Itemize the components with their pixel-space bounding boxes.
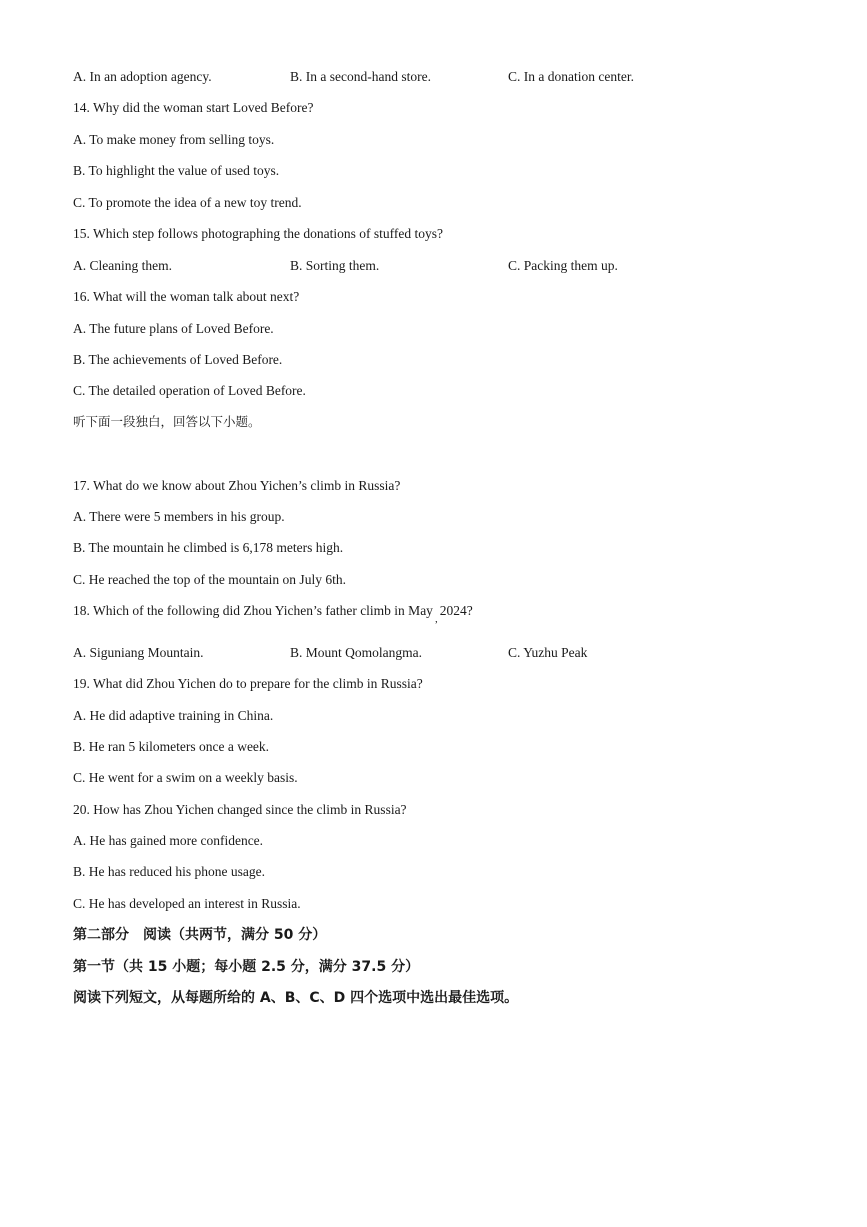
q18-stem <box>73 602 473 625</box>
q15-options <box>73 257 833 275</box>
q13-option-a: A. In an adoption agency. <box>73 69 212 84</box>
q13-options <box>73 68 833 86</box>
q20-option-c: C. He has developed an interest in Russia. <box>73 896 301 911</box>
q18-option-c: C. Yuzhu Peak <box>508 645 588 660</box>
q14-option-b: B. To highlight the value of used toys. <box>73 163 280 178</box>
q13-option-c: C. In a donation center. <box>508 69 634 84</box>
q17-option-a: A. There were 5 members in his group. <box>73 509 285 524</box>
q18-option-a: A. Siguniang Mountain. <box>73 645 204 660</box>
q16-stem: 16. What will the woman talk about next? <box>73 289 300 304</box>
q20-option-a: A. He has gained more confidence. <box>73 833 264 848</box>
q14-option-c: C. To promote the idea of a new toy trend. <box>73 195 302 210</box>
q18-stem-comma: , <box>434 613 438 625</box>
part2-heading: 第二部分 阅读（共两节，满分 50 分） <box>73 927 327 943</box>
q18-stem-part2: 2024? <box>439 603 473 618</box>
q14-option-a: A. To make money from selling toys. <box>73 132 275 147</box>
q17-option-b: B. The mountain he climbed is 6,178 meters high. <box>73 540 344 555</box>
q20-stem: 20. How has Zhou Yichen changed since the climb in Russia? <box>73 802 407 817</box>
q18-stem-part1: 18. Which of the following did Zhou Yichen’s father climb in May <box>73 603 433 618</box>
q19-stem: 19. What did Zhou Yichen do to prepare for the climb in Russia? <box>73 676 423 691</box>
q18-options <box>73 644 833 662</box>
q18-option-b: B. Mount Qomolangma. <box>290 645 422 660</box>
part2-instruction: 阅读下列短文，从每题所给的 A、B、C、D 四个选项中选出最佳选项。 <box>73 990 519 1006</box>
q19-option-b: B. He ran 5 kilometers once a week. <box>73 739 270 754</box>
q16-option-b: B. The achievements of Loved Before. <box>73 352 283 367</box>
q16-option-a: A. The future plans of Loved Before. <box>73 321 274 336</box>
q16-option-c: C. The detailed operation of Loved Before. <box>73 383 306 398</box>
q19-option-c: C. He went for a swim on a weekly basis. <box>73 770 298 785</box>
monologue-instruction: 听下面一段独白，回答以下小题。 <box>73 414 261 429</box>
q15-option-b: B. Sorting them. <box>290 258 380 273</box>
q19-option-a: A. He did adaptive training in China. <box>73 708 274 723</box>
q17-option-c: C. He reached the top of the mountain on July 6th. <box>73 572 346 587</box>
q17-stem: 17. What do we know about Zhou Yichen’s climb in Russia? <box>73 478 401 493</box>
part2-section1-heading: 第一节（共 15 小题；每小题 2.5 分，满分 37.5 分） <box>73 959 420 975</box>
q15-option-a: A. Cleaning them. <box>73 258 172 273</box>
q13-option-b: B. In a second-hand store. <box>290 69 431 84</box>
q15-stem: 15. Which step follows photographing the donations of stuffed toys? <box>73 226 443 241</box>
q14-stem: 14. Why did the woman start Loved Before? <box>73 100 314 115</box>
q20-option-b: B. He has reduced his phone usage. <box>73 864 265 879</box>
q15-option-c: C. Packing them up. <box>508 258 618 273</box>
